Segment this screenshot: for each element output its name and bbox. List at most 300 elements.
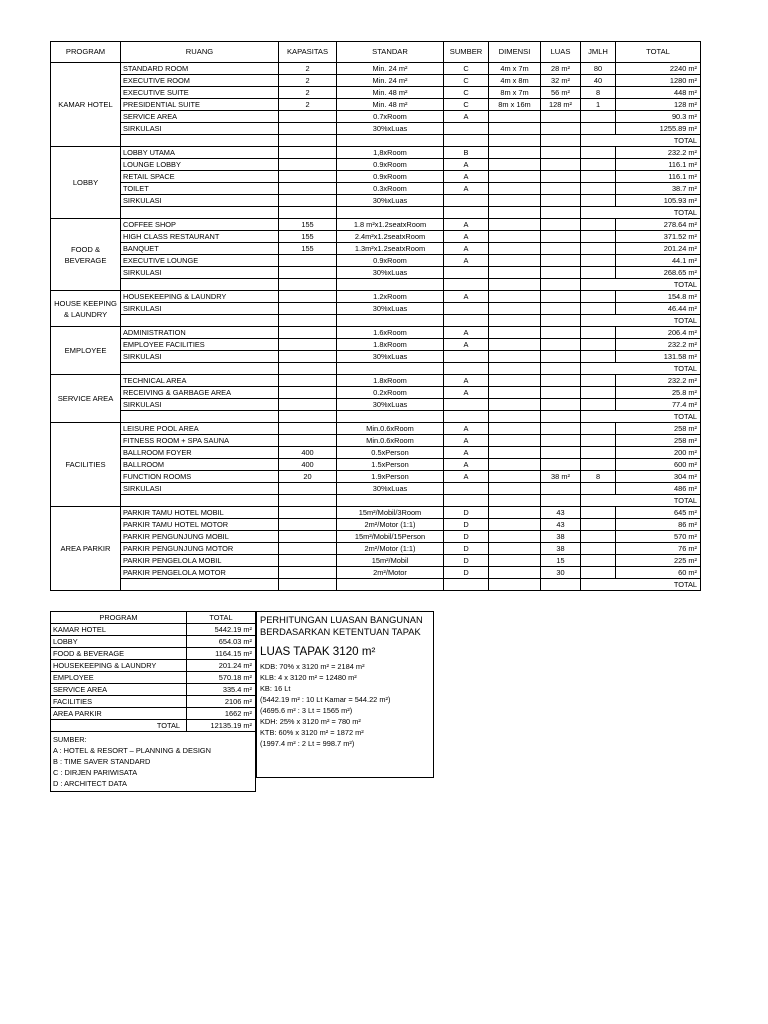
empty-cell [279,315,337,327]
dimensi-cell [489,471,541,483]
space-program-table [50,41,701,591]
table-row [51,567,701,579]
sumber-cell: A [444,243,489,255]
standar-cell: Min.0.6xRoom [337,423,444,435]
table-row [51,387,701,399]
empty-cell [337,207,444,219]
table-row [51,171,701,183]
summary-program-cell: KAMAR HOTEL [51,624,187,636]
total-cell: 206.4 m² [616,327,701,339]
empty-cell [337,135,444,147]
luas-cell: 38 [541,531,581,543]
sumber-cell: A [444,471,489,483]
luas-cell: 43 [541,507,581,519]
sumber-cell [444,399,489,411]
table-row [51,435,701,447]
jmlh-cell [581,519,616,531]
kapasitas-cell [279,567,337,579]
empty-cell [337,411,444,423]
empty-cell [489,207,541,219]
summary-total-cell: 1164.15 m² [187,648,256,660]
ruang-cell: EXECUTIVE ROOM [121,75,279,87]
luas-cell [541,483,581,495]
header-cell: SUMBER [444,42,489,63]
kapasitas-cell [279,111,337,123]
program-cell: HOUSE KEEPING & LAUNDRY [51,291,121,327]
standar-cell: 30%xLuas [337,399,444,411]
dimensi-cell [489,171,541,183]
total-cell: 44.1 m² [616,255,701,267]
sumber-cell: A [444,255,489,267]
sumber-cell: A [444,447,489,459]
header-cell: TOTAL [616,42,701,63]
luas-cell [541,339,581,351]
dimensi-cell [489,111,541,123]
dimensi-cell [489,531,541,543]
luas-cell: 38 m² [541,471,581,483]
jmlh-cell [581,423,616,435]
ruang-cell: SIRKULASI [121,123,279,135]
empty-cell [444,363,489,375]
standar-cell: 0.9xRoom [337,171,444,183]
total-cell: 486 m² [616,483,701,495]
standar-cell: 1.8xRoom [337,339,444,351]
luas-cell [541,423,581,435]
ruang-cell: EXECUTIVE SUITE [121,87,279,99]
jmlh-cell [581,267,616,279]
total-cell: 258 m² [616,423,701,435]
luas-cell [541,255,581,267]
summary-total-cell: 654.03 m² [187,636,256,648]
header-cell: PROGRAM [51,42,121,63]
ruang-cell: PARKIR PENGUNJUNG MOTOR [121,543,279,555]
header-cell: STANDAR [337,42,444,63]
standar-cell: 0.3xRoom [337,183,444,195]
luas-cell [541,303,581,315]
total-cell: 128 m² [616,99,701,111]
ruang-cell: ADMINISTRATION [121,327,279,339]
group-total-row [51,579,701,591]
ruang-cell: EXECUTIVE LOUNGE [121,255,279,267]
standar-cell: 1.9xPerson [337,471,444,483]
standar-cell: Min.0.6xRoom [337,435,444,447]
kapasitas-cell: 2 [279,87,337,99]
total-cell: 268.65 m² [616,267,701,279]
table-row [51,423,701,435]
table-row [51,159,701,171]
group-total-row [51,363,701,375]
program-cell: KAMAR HOTEL [51,63,121,147]
summary-total-value: 12135.19 m² [187,720,256,732]
kapasitas-cell [279,375,337,387]
table-row [51,183,701,195]
empty-cell [541,279,581,291]
total-cell: 116.1 m² [616,171,701,183]
summary-body [51,624,256,720]
jmlh-cell [581,507,616,519]
luas-cell [541,243,581,255]
sumber-cell: B [444,147,489,159]
jmlh-cell [581,543,616,555]
total-cell: 278.64 m² [616,219,701,231]
sumber-cell: A [444,111,489,123]
jmlh-cell [581,255,616,267]
jmlh-cell [581,555,616,567]
standar-cell: 30%xLuas [337,351,444,363]
table-row [51,543,701,555]
empty-cell [541,495,581,507]
table-row [51,111,701,123]
standar-cell: 1.8xRoom [337,375,444,387]
kapasitas-cell [279,423,337,435]
kapasitas-cell: 2 [279,75,337,87]
standar-cell: Min. 48 m² [337,87,444,99]
source-item: C : DIRJEN PARIWISATA [53,768,138,777]
kapasitas-cell: 400 [279,459,337,471]
standar-cell: 0.7xRoom [337,111,444,123]
empty-cell [489,279,541,291]
sumber-cell [444,267,489,279]
jmlh-cell [581,435,616,447]
dimensi-cell [489,555,541,567]
group-total-row [51,207,701,219]
sumber-cell: C [444,63,489,75]
luas-cell [541,435,581,447]
sumber-cell: C [444,99,489,111]
sumber-cell [444,123,489,135]
group-total-label: TOTAL [581,315,701,327]
kapasitas-cell [279,543,337,555]
table-row [51,99,701,111]
header-cell: JMLH [581,42,616,63]
kapasitas-cell [279,387,337,399]
jmlh-cell [581,231,616,243]
standar-cell: 1.2xRoom [337,291,444,303]
ruang-cell: SIRKULASI [121,303,279,315]
standar-cell: 30%xLuas [337,123,444,135]
table-row [51,483,701,495]
jmlh-cell [581,459,616,471]
sumber-cell: A [444,387,489,399]
ruang-cell: PRESIDENTIAL SUITE [121,99,279,111]
program-cell: SERVICE AREA [51,375,121,423]
standar-cell: 2m²/Motor (1:1) [337,519,444,531]
empty-cell [121,579,279,591]
empty-cell [541,411,581,423]
dimensi-cell: 4m x 8m [489,75,541,87]
ruang-cell: STANDARD ROOM [121,63,279,75]
standar-cell: 15m²/Mobil/15Person [337,531,444,543]
table-row [51,291,701,303]
kapasitas-cell [279,483,337,495]
kapasitas-cell: 155 [279,243,337,255]
luas-cell [541,111,581,123]
empty-cell [279,495,337,507]
sumber-cell: A [444,435,489,447]
luas-cell [541,123,581,135]
ruang-cell: TOILET [121,183,279,195]
ruang-cell: BALLROOM FOYER [121,447,279,459]
ruang-cell: LOBBY UTAMA [121,147,279,159]
dimensi-cell [489,267,541,279]
standar-cell: 1.8 m²x1.2seatxRoom [337,219,444,231]
standar-cell: 0.5xPerson [337,447,444,459]
total-cell: 105.93 m² [616,195,701,207]
site-calculation-box [256,611,434,778]
total-cell: 225 m² [616,555,701,567]
empty-cell [489,363,541,375]
group-total-row [51,315,701,327]
empty-cell [279,411,337,423]
standar-cell: 0.9xRoom [337,159,444,171]
empty-cell [444,279,489,291]
summary-program-cell: HOUSEKEEPING & LAUNDRY [51,660,187,672]
ruang-cell: SIRKULASI [121,399,279,411]
dimensi-cell [489,339,541,351]
total-cell: 131.58 m² [616,351,701,363]
dimensi-cell [489,291,541,303]
empty-cell [279,363,337,375]
sumber-cell [444,351,489,363]
summary-total-label: TOTAL [51,720,187,732]
program-cell: LOBBY [51,147,121,219]
empty-cell [337,363,444,375]
total-cell: 258 m² [616,435,701,447]
ruang-cell: EMPLOYEE FACILITIES [121,339,279,351]
site-area-value: LUAS TAPAK 3120 m² [260,645,376,658]
total-cell: 116.1 m² [616,159,701,171]
summary-total-cell: 1662 m² [187,708,256,720]
sources-row [51,732,256,792]
summary-program-cell: AREA PARKIR [51,708,187,720]
dimensi-cell [489,147,541,159]
empty-cell [444,411,489,423]
ruang-cell: LOUNGE LOBBY [121,159,279,171]
summary-program-cell: EMPLOYEE [51,672,187,684]
empty-cell [541,207,581,219]
dimensi-cell [489,519,541,531]
empty-cell [279,207,337,219]
group-total-label: TOTAL [581,579,701,591]
summary-program-cell: SERVICE AREA [51,684,187,696]
empty-cell [444,579,489,591]
dimensi-cell [489,459,541,471]
sumber-cell: D [444,567,489,579]
empty-cell [489,411,541,423]
empty-cell [121,135,279,147]
empty-cell [121,279,279,291]
standar-cell: Min. 24 m² [337,63,444,75]
ruang-cell: HIGH CLASS RESTAURANT [121,231,279,243]
summary-row [51,648,256,660]
sumber-cell: D [444,555,489,567]
summary-total-cell: 201.24 m² [187,660,256,672]
ruang-cell: PARKIR PENGELOLA MOBIL [121,555,279,567]
sumber-cell: C [444,75,489,87]
empty-cell [489,135,541,147]
empty-cell [121,315,279,327]
dimensi-cell [489,255,541,267]
empty-cell [489,495,541,507]
sumber-cell: A [444,231,489,243]
summary-header-cell: TOTAL [187,612,256,624]
sumber-cell: A [444,339,489,351]
table-row [51,555,701,567]
jmlh-cell [581,195,616,207]
header-cell: LUAS [541,42,581,63]
jmlh-cell [581,375,616,387]
luas-cell: 15 [541,555,581,567]
kapasitas-cell [279,171,337,183]
standar-cell: 30%xLuas [337,303,444,315]
summary-row [51,696,256,708]
empty-cell [337,315,444,327]
summary-header-row [51,612,256,624]
ruang-cell: FITNESS ROOM + SPA SAUNA [121,435,279,447]
group-total-row [51,495,701,507]
sources-title: SUMBER: [53,735,87,744]
jmlh-cell: 40 [581,75,616,87]
kapasitas-cell [279,399,337,411]
luas-cell [541,195,581,207]
total-cell: 154.8 m² [616,291,701,303]
jmlh-cell [581,291,616,303]
standar-cell: 0.2xRoom [337,387,444,399]
kapasitas-cell: 155 [279,231,337,243]
dimensi-cell [489,219,541,231]
table-row [51,267,701,279]
summary-table [50,611,256,792]
table-row [51,471,701,483]
luas-cell [541,351,581,363]
jmlh-cell [581,303,616,315]
calc-line: KDB: 70% x 3120 m² = 2184 m² [260,662,365,671]
sumber-cell: C [444,87,489,99]
ruang-cell: SIRKULASI [121,267,279,279]
table-row [51,303,701,315]
summary-total-cell: 570.18 m² [187,672,256,684]
total-cell: 25.8 m² [616,387,701,399]
calc-line: (1997.4 m² : 2 Lt = 998.7 m²) [260,739,355,748]
summary-total-row [51,720,256,732]
total-cell: 60 m² [616,567,701,579]
group-total-row [51,411,701,423]
table-row [51,327,701,339]
table-row [51,243,701,255]
calc-line: (4695.6 m² : 3 Lt = 1565 m²) [260,706,353,715]
standar-cell: 30%xLuas [337,483,444,495]
total-cell: 201.24 m² [616,243,701,255]
table-row [51,375,701,387]
empty-cell [279,279,337,291]
summary-program-cell: LOBBY [51,636,187,648]
total-cell: 232.2 m² [616,375,701,387]
table-row [51,147,701,159]
table-row [51,399,701,411]
ruang-cell: COFFEE SHOP [121,219,279,231]
sumber-cell: A [444,423,489,435]
group-total-row [51,135,701,147]
luas-cell [541,159,581,171]
kapasitas-cell [279,531,337,543]
group-total-label: TOTAL [581,135,701,147]
empty-cell [489,315,541,327]
calc-line: KLB: 4 x 3120 m² = 12480 m² [260,673,357,682]
kapasitas-cell [279,555,337,567]
total-cell: 77.4 m² [616,399,701,411]
empty-cell [121,363,279,375]
sumber-cell [444,303,489,315]
jmlh-cell [581,111,616,123]
dimensi-cell [489,303,541,315]
source-item: A : HOTEL & RESORT – PLANNING & DESIGN [53,746,211,755]
standar-cell: Min. 24 m² [337,75,444,87]
total-cell: 2240 m² [616,63,701,75]
ruang-cell: BALLROOM [121,459,279,471]
kapasitas-cell [279,159,337,171]
table-body [51,63,701,591]
ruang-cell: PARKIR TAMU HOTEL MOTOR [121,519,279,531]
dimensi-cell [489,231,541,243]
luas-cell [541,447,581,459]
kapasitas-cell: 20 [279,471,337,483]
summary-total-cell: 2106 m² [187,696,256,708]
group-total-label: TOTAL [581,279,701,291]
total-cell: 1255.89 m² [616,123,701,135]
empty-cell [279,579,337,591]
kapasitas-cell [279,291,337,303]
standar-cell: 15m²/Mobil [337,555,444,567]
ruang-cell: PARKIR TAMU HOTEL MOBIL [121,507,279,519]
empty-cell [121,411,279,423]
group-total-label: TOTAL [581,207,701,219]
kapasitas-cell [279,255,337,267]
total-cell: 645 m² [616,507,701,519]
dimensi-cell [489,483,541,495]
total-cell: 76 m² [616,543,701,555]
empty-cell [121,495,279,507]
standar-cell: 30%xLuas [337,267,444,279]
jmlh-cell [581,243,616,255]
program-cell: FACILITIES [51,423,121,507]
dimensi-cell [489,543,541,555]
ruang-cell: BANQUET [121,243,279,255]
summary-program-cell: FACILITIES [51,696,187,708]
total-cell: 38.7 m² [616,183,701,195]
jmlh-cell [581,399,616,411]
total-cell: 448 m² [616,87,701,99]
luas-cell [541,399,581,411]
calc-heading-line: BERDASARKAN KETENTUAN TAPAK [260,627,421,637]
header-cell: KAPASITAS [279,42,337,63]
empty-cell [541,363,581,375]
empty-cell [121,207,279,219]
sources-note [51,732,256,792]
summary-total-cell: 5442.19 m² [187,624,256,636]
total-cell: 46.44 m² [616,303,701,315]
standar-cell: 1.5xPerson [337,459,444,471]
dimensi-cell [489,375,541,387]
dimensi-cell [489,567,541,579]
ruang-cell: SIRKULASI [121,483,279,495]
dimensi-cell [489,435,541,447]
program-cell: EMPLOYEE [51,327,121,375]
sumber-cell: A [444,291,489,303]
luas-cell [541,147,581,159]
jmlh-cell [581,483,616,495]
total-cell: 200 m² [616,447,701,459]
standar-cell: 1,8xRoom [337,147,444,159]
